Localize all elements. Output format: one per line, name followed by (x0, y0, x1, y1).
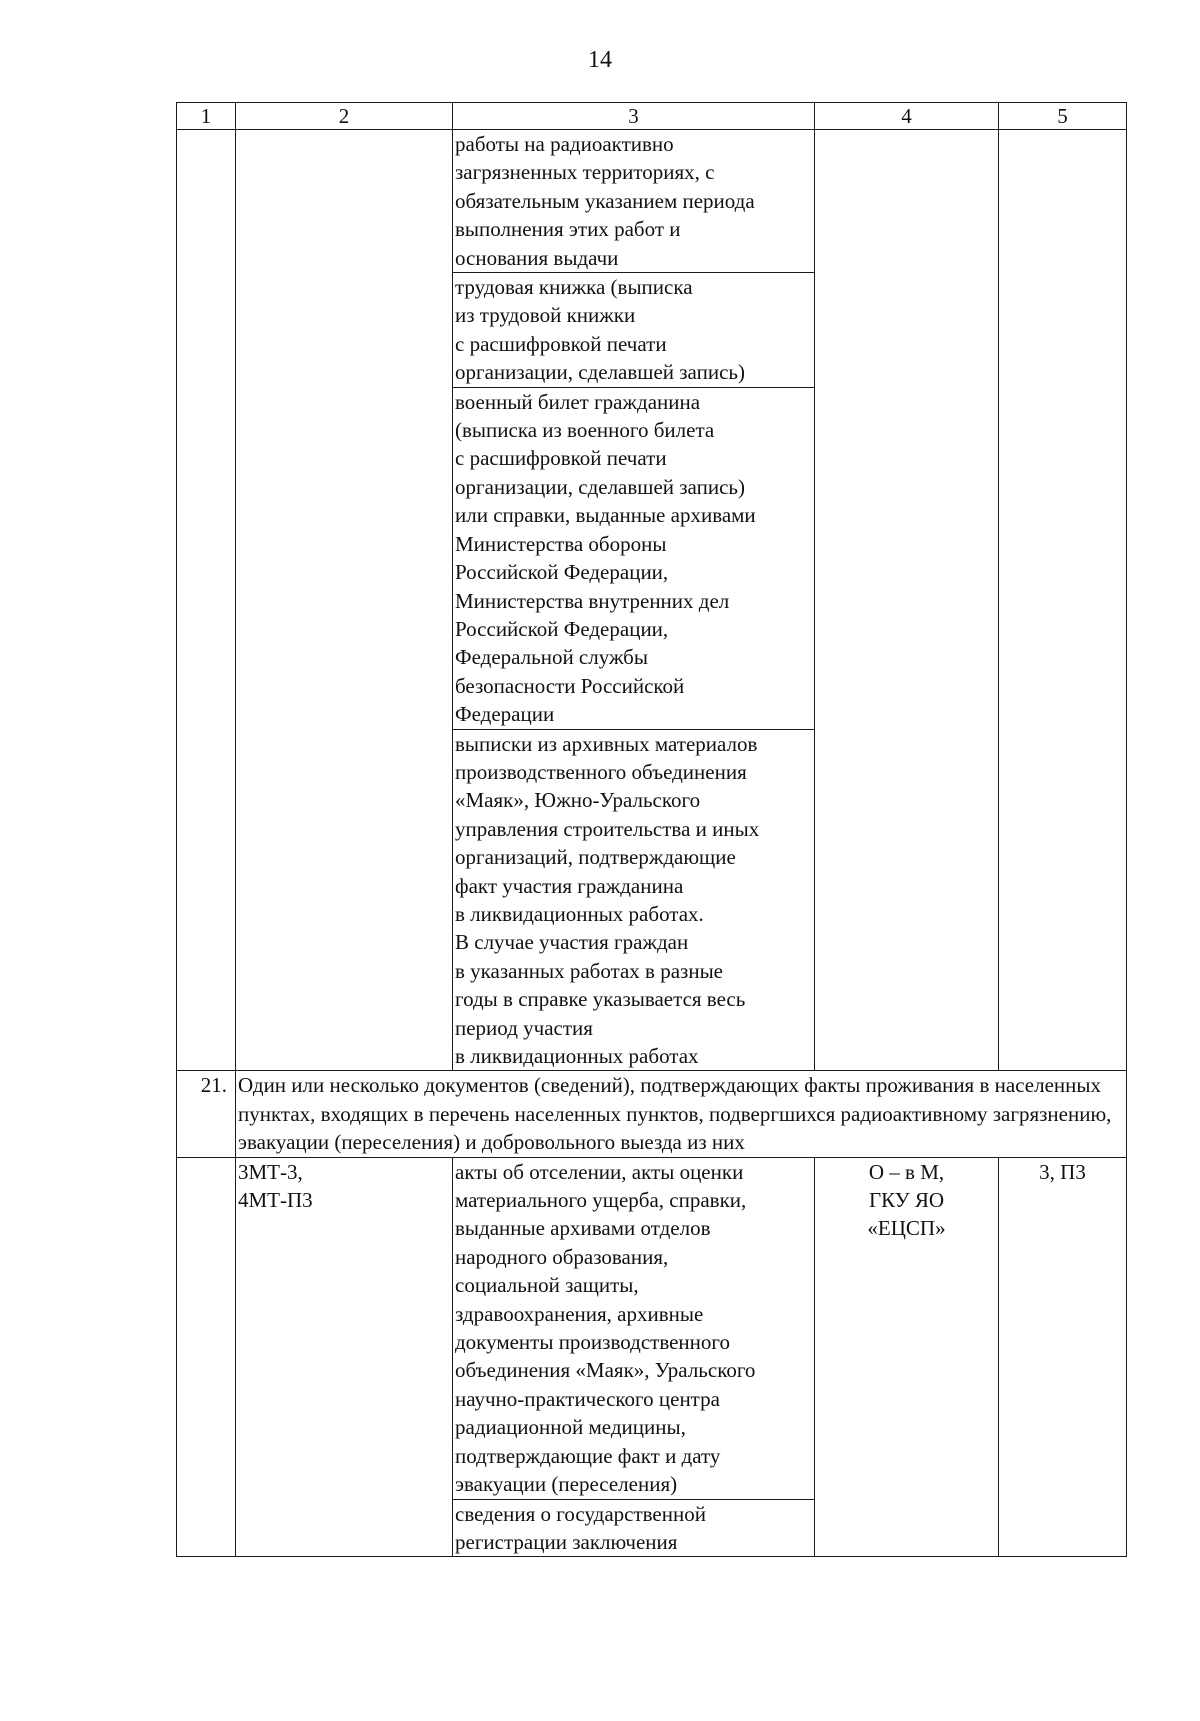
document-item: военный билет гражданина (выписка из военного билета с расшифровкой печати организации, сделавшей запись) или справки, выданные архивами Министерства обороны Российской Федерации, Министерства внутренних дел Российской Федерации, Федеральной службы безопасности Российской Федерации (453, 387, 814, 729)
header-col-5: 5 (999, 103, 1127, 130)
document-item: трудовая книжка (выписка из трудовой книжки с расшифровкой печати организации, сделавшей запись) (453, 272, 814, 387)
row-21-col-5: 3, П3 (999, 1157, 1127, 1557)
table-header-row (177, 103, 1127, 130)
row-number: 21. (177, 1071, 236, 1157)
cont-col-1 (177, 130, 236, 1071)
header-col-2: 2 (236, 103, 453, 130)
document-item: сведения о государственной регистрации заключения (453, 1499, 814, 1557)
header-col-4: 4 (815, 103, 999, 130)
header-col-1: 1 (177, 103, 236, 130)
row-21-description: Один или несколько документов (сведений), подтверждающих факты проживания в населенных пунктах, входящих в перечень населенных пунктов, подвергшихся радиоактивному загрязнению, эвакуации (переселения) и добровольного выезда из них (236, 1071, 1127, 1157)
row-21-col-4: О – в М, ГКУ ЯО «ЕЦСП» (815, 1157, 999, 1557)
table-row-21-title (177, 1071, 1127, 1157)
page-number: 14 (588, 47, 612, 73)
row-21-col-3 (453, 1157, 815, 1557)
row-21-col-2: 3МТ-3, 4МТ-П3 (236, 1157, 453, 1557)
document-table (176, 102, 1127, 1557)
header-col-3: 3 (453, 103, 815, 130)
row-21-col-1 (177, 1157, 236, 1557)
document-item: работы на радиоактивно загрязненных территориях, с обязательным указанием периода выполнения этих работ и основания выдачи (455, 132, 755, 270)
document-item: выписки из архивных материалов производственного объединения «Маяк», Южно-Уральского управления строительства и иных организаций, подтверждающие факт участия гражданина в ликвидационных работах. В случае участия граждан в указанных работах в разные годы в справке указывается весь период участия в ликвидационных работах (453, 729, 814, 1071)
cont-col-5 (999, 130, 1127, 1071)
table-row-21-details (177, 1157, 1127, 1557)
cont-col-3 (453, 130, 815, 1071)
cont-col-4 (815, 130, 999, 1071)
document-item: акты об отселении, акты оценки материального ущерба, справки, выданные архивами отделов народного образования, социальной защиты, здравоохранения, архивные документы производственного объединения «Маяк», Уральского научно-практического центра радиационной медицины, подтверждающие факт и дату эвакуации (переселения) (455, 1159, 756, 1497)
cont-col-2 (236, 130, 453, 1071)
table-row-continuation (177, 130, 1127, 1071)
